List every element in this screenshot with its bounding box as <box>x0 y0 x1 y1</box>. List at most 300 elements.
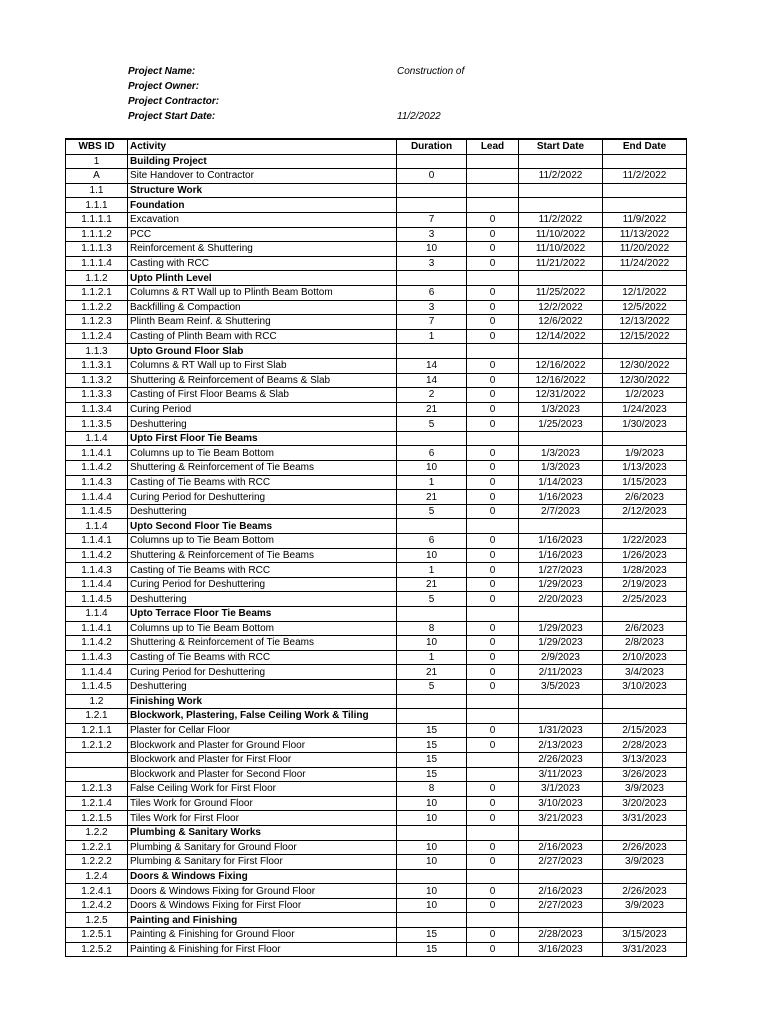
start-date-cell <box>519 183 603 198</box>
table-row <box>66 840 687 855</box>
activity-cell: Foundation <box>128 198 397 213</box>
lead-cell: 0 <box>467 446 519 461</box>
wbs-id-cell: 1.1.3.3 <box>66 388 128 403</box>
lead-cell: 0 <box>467 563 519 578</box>
duration-cell: 1 <box>397 475 467 490</box>
lead-cell: 0 <box>467 679 519 694</box>
activity-cell: Curing Period for Deshuttering <box>128 577 397 592</box>
lead-cell: 0 <box>467 461 519 476</box>
duration-cell: 21 <box>397 577 467 592</box>
activity-cell: False Ceiling Work for First Floor <box>128 782 397 797</box>
activity-cell: Plaster for Cellar Floor <box>128 723 397 738</box>
table-section-row <box>66 709 687 724</box>
activity-cell: Columns up to Tie Beam Bottom <box>128 621 397 636</box>
table-row <box>66 417 687 432</box>
start-date-cell: 2/16/2023 <box>519 840 603 855</box>
lead-cell <box>467 344 519 359</box>
wbs-id-cell: 1.1.1.2 <box>66 227 128 242</box>
table-row <box>66 446 687 461</box>
lead-cell <box>467 431 519 446</box>
col-header-duration: Duration <box>397 139 467 154</box>
duration-cell: 10 <box>397 461 467 476</box>
start-date-cell: 1/16/2023 <box>519 534 603 549</box>
project-start-row <box>128 109 488 124</box>
table-row <box>66 563 687 578</box>
col-header-end-date: End Date <box>603 139 687 154</box>
start-date-cell: 3/10/2023 <box>519 796 603 811</box>
end-date-cell: 3/4/2023 <box>603 665 687 680</box>
start-date-cell: 3/1/2023 <box>519 782 603 797</box>
duration-cell: 5 <box>397 417 467 432</box>
lead-cell: 0 <box>467 796 519 811</box>
activity-cell: PCC <box>128 227 397 242</box>
start-date-cell: 12/14/2022 <box>519 329 603 344</box>
lead-cell: 0 <box>467 855 519 870</box>
table-section-row <box>66 825 687 840</box>
start-date-cell: 11/21/2022 <box>519 256 603 271</box>
table-row <box>66 169 687 184</box>
table-row <box>66 315 687 330</box>
end-date-cell: 11/13/2022 <box>603 227 687 242</box>
table-row <box>66 898 687 913</box>
duration-cell <box>397 344 467 359</box>
wbs-id-cell: 1.1.3 <box>66 344 128 359</box>
table-row <box>66 723 687 738</box>
duration-cell: 8 <box>397 621 467 636</box>
end-date-cell: 3/13/2023 <box>603 752 687 767</box>
lead-cell <box>467 752 519 767</box>
start-date-cell: 11/2/2022 <box>519 169 603 184</box>
end-date-cell: 3/9/2023 <box>603 855 687 870</box>
end-date-cell: 11/24/2022 <box>603 256 687 271</box>
table-row <box>66 752 687 767</box>
end-date-cell: 2/15/2023 <box>603 723 687 738</box>
start-date-cell <box>519 607 603 622</box>
activity-cell: Deshuttering <box>128 679 397 694</box>
end-date-cell: 3/20/2023 <box>603 796 687 811</box>
start-date-cell: 11/25/2022 <box>519 285 603 300</box>
table-row <box>66 227 687 242</box>
start-date-cell: 1/3/2023 <box>519 446 603 461</box>
end-date-cell <box>603 344 687 359</box>
lead-cell <box>467 271 519 286</box>
end-date-cell: 1/13/2023 <box>603 461 687 476</box>
end-date-cell: 2/6/2023 <box>603 621 687 636</box>
activity-cell: Upto Plinth Level <box>128 271 397 286</box>
table-row <box>66 242 687 257</box>
start-date-cell <box>519 825 603 840</box>
end-date-cell: 3/15/2023 <box>603 928 687 943</box>
end-date-cell <box>603 198 687 213</box>
table-row <box>66 212 687 227</box>
col-header-start-date: Start Date <box>519 139 603 154</box>
activity-cell: Curing Period for Deshuttering <box>128 490 397 505</box>
activity-cell: Painting and Finishing <box>128 913 397 928</box>
duration-cell: 6 <box>397 285 467 300</box>
wbs-id-cell: 1.1.4.4 <box>66 577 128 592</box>
end-date-cell <box>603 869 687 884</box>
end-date-cell: 1/30/2023 <box>603 417 687 432</box>
start-date-cell <box>519 154 603 169</box>
table-row <box>66 475 687 490</box>
wbs-id-cell: 1 <box>66 154 128 169</box>
duration-cell: 15 <box>397 723 467 738</box>
duration-cell: 5 <box>397 679 467 694</box>
lead-cell: 0 <box>467 490 519 505</box>
end-date-cell: 11/20/2022 <box>603 242 687 257</box>
activity-cell: Blockwork and Plaster for Second Floor <box>128 767 397 782</box>
table-row <box>66 548 687 563</box>
lead-cell: 0 <box>467 358 519 373</box>
table-section-row <box>66 607 687 622</box>
duration-cell: 10 <box>397 811 467 826</box>
lead-cell: 0 <box>467 242 519 257</box>
wbs-id-cell: 1.2.4.1 <box>66 884 128 899</box>
duration-cell <box>397 183 467 198</box>
activity-cell: Casting of Plinth Beam with RCC <box>128 329 397 344</box>
end-date-cell: 1/24/2023 <box>603 402 687 417</box>
end-date-cell: 2/10/2023 <box>603 650 687 665</box>
lead-cell: 0 <box>467 884 519 899</box>
duration-cell: 10 <box>397 796 467 811</box>
end-date-cell: 2/8/2023 <box>603 636 687 651</box>
lead-cell: 0 <box>467 738 519 753</box>
duration-cell: 1 <box>397 563 467 578</box>
duration-cell: 10 <box>397 840 467 855</box>
activity-cell: Blockwork and Plaster for First Floor <box>128 752 397 767</box>
duration-cell: 15 <box>397 752 467 767</box>
table-section-row <box>66 154 687 169</box>
start-date-cell <box>519 344 603 359</box>
activity-cell: Backfilling & Compaction <box>128 300 397 315</box>
end-date-cell: 2/19/2023 <box>603 577 687 592</box>
table-row <box>66 621 687 636</box>
table-row <box>66 884 687 899</box>
start-date-cell: 3/11/2023 <box>519 767 603 782</box>
table-section-row <box>66 694 687 709</box>
start-date-cell <box>519 431 603 446</box>
table-row <box>66 782 687 797</box>
table-row <box>66 738 687 753</box>
wbs-id-cell: 1.1.4 <box>66 431 128 446</box>
start-date-cell: 2/7/2023 <box>519 504 603 519</box>
start-date-cell: 1/29/2023 <box>519 577 603 592</box>
wbs-id-cell: 1.1.4.4 <box>66 490 128 505</box>
end-date-cell: 3/9/2023 <box>603 782 687 797</box>
activity-cell: Casting with RCC <box>128 256 397 271</box>
activity-cell: Upto Terrace Floor Tie Beams <box>128 607 397 622</box>
project-contractor-row <box>128 94 488 109</box>
end-date-cell: 1/2/2023 <box>603 388 687 403</box>
start-date-cell: 1/3/2023 <box>519 461 603 476</box>
wbs-id-cell: 1.1.4.3 <box>66 563 128 578</box>
activity-cell: Shuttering & Reinforcement of Tie Beams <box>128 548 397 563</box>
start-date-cell: 2/11/2023 <box>519 665 603 680</box>
duration-cell: 2 <box>397 388 467 403</box>
activity-cell: Columns & RT Wall up to Plinth Beam Bottom <box>128 285 397 300</box>
start-date-cell: 3/21/2023 <box>519 811 603 826</box>
duration-cell: 10 <box>397 855 467 870</box>
table-row <box>66 636 687 651</box>
table-row <box>66 373 687 388</box>
end-date-cell: 1/26/2023 <box>603 548 687 563</box>
start-date-cell: 2/9/2023 <box>519 650 603 665</box>
duration-cell <box>397 694 467 709</box>
lead-cell: 0 <box>467 534 519 549</box>
end-date-cell: 2/26/2023 <box>603 840 687 855</box>
lead-cell: 0 <box>467 504 519 519</box>
wbs-id-cell: 1.2.1.1 <box>66 723 128 738</box>
lead-cell: 0 <box>467 592 519 607</box>
table-row <box>66 534 687 549</box>
lead-cell <box>467 694 519 709</box>
end-date-cell: 2/6/2023 <box>603 490 687 505</box>
end-date-cell: 3/10/2023 <box>603 679 687 694</box>
duration-cell: 3 <box>397 227 467 242</box>
duration-cell <box>397 825 467 840</box>
wbs-id-cell: 1.1.4.3 <box>66 475 128 490</box>
activity-cell: Curing Period <box>128 402 397 417</box>
start-date-cell: 1/16/2023 <box>519 490 603 505</box>
end-date-cell <box>603 825 687 840</box>
lead-cell: 0 <box>467 621 519 636</box>
start-date-cell: 11/2/2022 <box>519 212 603 227</box>
lead-cell: 0 <box>467 285 519 300</box>
activity-cell: Shuttering & Reinforcement of Tie Beams <box>128 461 397 476</box>
lead-cell <box>467 519 519 534</box>
activity-cell: Casting of Tie Beams with RCC <box>128 563 397 578</box>
table-section-row <box>66 183 687 198</box>
activity-cell: Tiles Work for First Floor <box>128 811 397 826</box>
table-row <box>66 855 687 870</box>
table-row <box>66 504 687 519</box>
activity-cell: Blockwork and Plaster for Ground Floor <box>128 738 397 753</box>
end-date-cell: 1/22/2023 <box>603 534 687 549</box>
start-date-cell: 2/28/2023 <box>519 928 603 943</box>
duration-cell: 14 <box>397 373 467 388</box>
wbs-id-cell: 1.2.2.1 <box>66 840 128 855</box>
start-date-cell <box>519 869 603 884</box>
duration-cell: 1 <box>397 650 467 665</box>
end-date-cell <box>603 431 687 446</box>
end-date-cell: 12/13/2022 <box>603 315 687 330</box>
lead-cell: 0 <box>467 840 519 855</box>
table-section-row <box>66 431 687 446</box>
col-header-lead: Lead <box>467 139 519 154</box>
start-date-cell: 12/16/2022 <box>519 358 603 373</box>
start-date-cell: 1/29/2023 <box>519 636 603 651</box>
start-date-cell: 2/26/2023 <box>519 752 603 767</box>
start-date-cell: 2/27/2023 <box>519 898 603 913</box>
start-date-cell <box>519 198 603 213</box>
lead-cell <box>467 607 519 622</box>
lead-cell: 0 <box>467 329 519 344</box>
duration-cell <box>397 154 467 169</box>
end-date-cell <box>603 913 687 928</box>
col-header-activity: Activity <box>128 139 397 154</box>
activity-cell: Upto Second Floor Tie Beams <box>128 519 397 534</box>
activity-cell: Columns & RT Wall up to First Slab <box>128 358 397 373</box>
lead-cell: 0 <box>467 475 519 490</box>
table-section-row <box>66 913 687 928</box>
lead-cell: 0 <box>467 300 519 315</box>
lead-cell <box>467 169 519 184</box>
table-section-row <box>66 198 687 213</box>
duration-cell: 21 <box>397 402 467 417</box>
lead-cell: 0 <box>467 811 519 826</box>
table-header-row <box>66 139 687 154</box>
start-date-cell <box>519 271 603 286</box>
activity-cell: Casting of First Floor Beams & Slab <box>128 388 397 403</box>
duration-cell: 10 <box>397 884 467 899</box>
start-date-cell: 1/3/2023 <box>519 402 603 417</box>
duration-cell: 8 <box>397 782 467 797</box>
end-date-cell <box>603 154 687 169</box>
project-owner-row <box>128 79 488 94</box>
lead-cell: 0 <box>467 388 519 403</box>
wbs-id-cell: 1.1.1.3 <box>66 242 128 257</box>
start-date-cell: 1/25/2023 <box>519 417 603 432</box>
duration-cell: 7 <box>397 315 467 330</box>
start-date-cell <box>519 694 603 709</box>
activity-cell: Site Handover to Contractor <box>128 169 397 184</box>
wbs-id-cell <box>66 752 128 767</box>
lead-cell: 0 <box>467 650 519 665</box>
duration-cell <box>397 271 467 286</box>
table-row <box>66 942 687 957</box>
lead-cell: 0 <box>467 665 519 680</box>
duration-cell: 5 <box>397 504 467 519</box>
lead-cell: 0 <box>467 928 519 943</box>
duration-cell: 10 <box>397 548 467 563</box>
table-row <box>66 928 687 943</box>
wbs-id-cell: 1.1.4.5 <box>66 679 128 694</box>
end-date-cell: 2/28/2023 <box>603 738 687 753</box>
duration-cell <box>397 913 467 928</box>
wbs-id-cell <box>66 767 128 782</box>
duration-cell <box>397 607 467 622</box>
table-row <box>66 592 687 607</box>
activity-cell: Blockwork, Plastering, False Ceiling Work & Tiling <box>128 709 397 724</box>
project-name-label: Project Name: <box>128 66 196 77</box>
duration-cell: 15 <box>397 942 467 957</box>
start-date-cell: 2/16/2023 <box>519 884 603 899</box>
wbs-id-cell: 1.1.1.1 <box>66 212 128 227</box>
table-row <box>66 665 687 680</box>
activity-cell: Doors & Windows Fixing for Ground Floor <box>128 884 397 899</box>
table-row <box>66 650 687 665</box>
lead-cell: 0 <box>467 898 519 913</box>
project-name-value: Construction of <box>397 66 465 77</box>
activity-cell: Shuttering & Reinforcement of Tie Beams <box>128 636 397 651</box>
duration-cell: 0 <box>397 169 467 184</box>
wbs-id-cell: 1.1.4.2 <box>66 461 128 476</box>
start-date-cell: 12/31/2022 <box>519 388 603 403</box>
duration-cell: 10 <box>397 636 467 651</box>
duration-cell: 6 <box>397 446 467 461</box>
duration-cell: 14 <box>397 358 467 373</box>
table-row <box>66 256 687 271</box>
lead-cell <box>467 183 519 198</box>
end-date-cell: 12/5/2022 <box>603 300 687 315</box>
duration-cell: 5 <box>397 592 467 607</box>
project-owner-label: Project Owner: <box>128 81 200 92</box>
wbs-id-cell: 1.1.4.1 <box>66 534 128 549</box>
activity-cell: Tiles Work for Ground Floor <box>128 796 397 811</box>
wbs-id-cell: 1.2.2 <box>66 825 128 840</box>
start-date-cell: 11/10/2022 <box>519 227 603 242</box>
end-date-cell: 2/12/2023 <box>603 504 687 519</box>
duration-cell <box>397 431 467 446</box>
lead-cell <box>467 825 519 840</box>
activity-cell: Deshuttering <box>128 417 397 432</box>
wbs-id-cell: 1.2.4.2 <box>66 898 128 913</box>
table-row <box>66 796 687 811</box>
start-date-cell: 1/31/2023 <box>519 723 603 738</box>
wbs-id-cell: 1.1.2.1 <box>66 285 128 300</box>
wbs-id-cell: 1.2.1.3 <box>66 782 128 797</box>
end-date-cell: 12/1/2022 <box>603 285 687 300</box>
wbs-id-cell: 1.2.5 <box>66 913 128 928</box>
lead-cell: 0 <box>467 636 519 651</box>
lead-cell: 0 <box>467 227 519 242</box>
end-date-cell <box>603 694 687 709</box>
end-date-cell: 1/15/2023 <box>603 475 687 490</box>
wbs-id-cell: 1.2.5.2 <box>66 942 128 957</box>
wbs-id-cell: 1.1.3.5 <box>66 417 128 432</box>
activity-cell: Columns up to Tie Beam Bottom <box>128 534 397 549</box>
end-date-cell: 11/2/2022 <box>603 169 687 184</box>
end-date-cell: 12/30/2022 <box>603 358 687 373</box>
col-header-wbs-id: WBS ID <box>66 139 128 154</box>
lead-cell: 0 <box>467 942 519 957</box>
lead-cell <box>467 198 519 213</box>
duration-cell: 10 <box>397 898 467 913</box>
start-date-cell: 1/16/2023 <box>519 548 603 563</box>
wbs-id-cell: 1.2.1.4 <box>66 796 128 811</box>
start-date-cell <box>519 519 603 534</box>
activity-cell: Reinforcement & Shuttering <box>128 242 397 257</box>
lead-cell <box>467 154 519 169</box>
wbs-id-cell: A <box>66 169 128 184</box>
table-section-row <box>66 344 687 359</box>
activity-cell: Structure Work <box>128 183 397 198</box>
duration-cell: 15 <box>397 738 467 753</box>
wbs-id-cell: 1.1.4.5 <box>66 504 128 519</box>
activity-cell: Painting & Finishing for Ground Floor <box>128 928 397 943</box>
wbs-id-cell: 1.1.4.4 <box>66 665 128 680</box>
table-row <box>66 329 687 344</box>
duration-cell <box>397 519 467 534</box>
activity-cell: Plumbing & Sanitary for First Floor <box>128 855 397 870</box>
activity-cell: Finishing Work <box>128 694 397 709</box>
lead-cell <box>467 913 519 928</box>
duration-cell: 7 <box>397 212 467 227</box>
wbs-id-cell: 1.2.5.1 <box>66 928 128 943</box>
duration-cell: 21 <box>397 490 467 505</box>
wbs-id-cell: 1.2.1.5 <box>66 811 128 826</box>
end-date-cell: 3/31/2023 <box>603 942 687 957</box>
wbs-id-cell: 1.2.4 <box>66 869 128 884</box>
wbs-id-cell: 1.1.4.3 <box>66 650 128 665</box>
table-section-row <box>66 869 687 884</box>
lead-cell: 0 <box>467 315 519 330</box>
lead-cell: 0 <box>467 373 519 388</box>
activity-cell: Plumbing & Sanitary for Ground Floor <box>128 840 397 855</box>
table-row <box>66 285 687 300</box>
wbs-id-cell: 1.1.4.1 <box>66 446 128 461</box>
wbs-id-cell: 1.1.1.4 <box>66 256 128 271</box>
